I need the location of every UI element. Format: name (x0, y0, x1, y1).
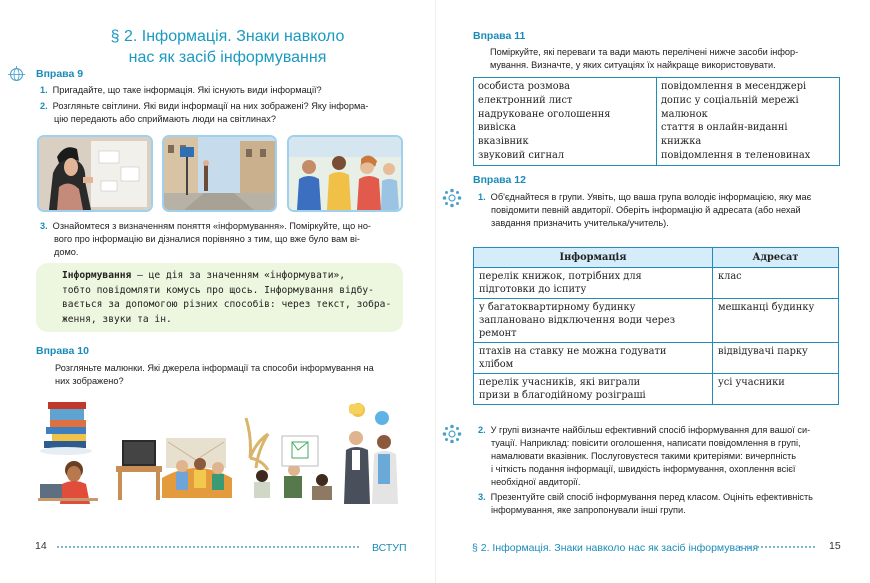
item-text: Пригадайте, що таке інформація. Які існують види інформації? (52, 85, 322, 95)
ex10-line: них зображено? (55, 376, 124, 386)
info-addressee-table (473, 247, 839, 405)
addressee-cell: усі учасники (713, 374, 839, 405)
running-section-title: § 2. Інформація. Знаки навколо нас як засіб інформування (472, 542, 759, 554)
addressee-cell: відвідувачі парку (713, 343, 839, 374)
addressee-cell: клас (713, 268, 839, 299)
header-info: Інформація (474, 248, 713, 268)
ex12-item-1 (478, 191, 811, 230)
item-text: Презентуйте свій спосіб інформування перед класом. Оцініть ефективність (490, 492, 813, 502)
cell-line: підготовки до іспиту (479, 284, 587, 295)
item-text-cont: завдання призначить учителька/учитель). (491, 218, 669, 228)
addressee-cell: мешканці будинку (713, 299, 839, 343)
means-left-column (474, 78, 657, 166)
photo-street-sign (162, 135, 277, 212)
page-number-left: 14 (35, 540, 47, 552)
cell-line: перелік книжок, потрібних для (479, 271, 642, 282)
definition-text: — це дія за значенням «інформувати», (131, 270, 346, 281)
item-number: 3. (40, 221, 48, 231)
illustration-information-sources (36, 398, 406, 506)
page-title (60, 26, 395, 68)
ex10-line: Розгляньте малюнки. Які джерела інформації та способи інформування на (55, 363, 374, 373)
table-row (474, 374, 839, 405)
item-text: Ознайомтеся з визначенням поняття «інформування». Поміркуйте, що но- (52, 221, 371, 231)
definition-box (36, 263, 403, 332)
item-number: 2. (40, 101, 48, 111)
definition-text: тобто повідомляти комусь про щось. Інформування відбу- (62, 284, 374, 296)
exercise-11-heading: Вправа 11 (473, 30, 526, 42)
means-item: повідомлення в теленовинах (661, 149, 811, 161)
cell-line: перелік учасників, які виграли (479, 377, 641, 388)
item-text-cont: і чіткість подання інформації, швидкість інформування, охоплення всієї (491, 464, 796, 474)
item-text: Об'єднайтеся в групи. Уявіть, що ваша група володіє інформацією, яку має (490, 192, 812, 202)
page-number-right: 15 (829, 540, 841, 552)
exercise-12-heading: Вправа 12 (473, 174, 526, 186)
item-text-cont: необхідної авдиторії. (491, 477, 581, 487)
footer-dots (57, 546, 359, 550)
ex9-item-3 (40, 220, 371, 259)
title-line-2: нас як засіб інформування (128, 49, 327, 66)
info-cell (474, 343, 713, 374)
ex9-item-1 (40, 84, 322, 97)
network-icon (442, 424, 462, 444)
books-stack (44, 402, 86, 448)
means-item: малюнок (661, 108, 708, 120)
header-addressee: Адресат (713, 248, 839, 268)
means-item: електронний лист (478, 94, 573, 106)
footer-dots (740, 546, 815, 550)
cell-line: птахів на ставку не можна годувати (479, 346, 667, 357)
cell-line: хлібом (479, 359, 514, 370)
cell-line: призи в благодійному розіграші (479, 390, 646, 401)
globe-icon (8, 66, 25, 83)
item-text: Розгляньте світлини. Які види інформації на них зображені? Яку інформа- (52, 101, 369, 111)
table-row (474, 343, 839, 374)
exercise-10-heading: Вправа 10 (36, 345, 89, 357)
means-item: повідомлення в месенджері (661, 81, 807, 92)
ex11-text (490, 46, 798, 72)
item-text-cont: цію передають або сприймають люди на світлинах? (54, 114, 276, 124)
ex10-text (55, 362, 374, 388)
item-text-cont: інформування, яке запропонували інші групи. (491, 505, 686, 515)
means-right-column (657, 78, 840, 166)
cell-line: заплановано відключення води через (479, 315, 676, 326)
exercise-9-heading: Вправа 9 (36, 68, 84, 80)
info-cell (474, 299, 713, 343)
ex11-line: Поміркуйте, які переваги та вади мають перелічені нижче засоби інфор- (490, 47, 799, 57)
photo-woman-reading-board (37, 135, 153, 212)
table-header-row (474, 248, 839, 268)
definition-text: вається за допомогою різних способів: через текст, зобра- (62, 299, 392, 310)
ex11-line: мування. Визначте, у яких ситуаціях їх найкраще використовувати. (490, 60, 776, 70)
item-text-cont: намалювати вказівник. Послуговуєтеся такими критеріями: вичерпність (491, 451, 797, 461)
ex9-item-2 (40, 100, 368, 126)
ex12-item-2 (478, 424, 810, 489)
means-item: особиста розмова (478, 81, 570, 92)
means-item: вказівник (478, 136, 529, 148)
definition-term: Інформування (62, 270, 132, 281)
item-text-cont: туації. Наприклад: повісити оголошення, написати повідомлення в групі, (491, 438, 801, 448)
photo-friends-talking (287, 135, 403, 212)
ex12-item-3 (478, 491, 813, 517)
info-cell (474, 374, 713, 405)
section-label: ВСТУП (372, 542, 407, 554)
table-row (474, 268, 839, 299)
means-of-information-table (473, 77, 840, 166)
item-number: 3. (478, 492, 486, 502)
item-text-cont: повідомити певній авдиторії. Оберіть інформацію й адресата (або нехай (491, 205, 801, 215)
definition-text: ження, звуки та ін. (62, 313, 172, 325)
means-item: надруковане оголошення (478, 108, 611, 120)
means-item: вивіска (478, 122, 517, 134)
info-cell (474, 268, 713, 299)
means-item: звуковий сигнал (478, 149, 565, 161)
item-text-cont: вого про інформацію ви дізналися порівняно з тим, що вже було вам ві- (54, 234, 360, 244)
network-icon (442, 188, 462, 208)
means-item: стаття в онлайн-виданні (661, 122, 788, 134)
cell-line: у багатоквартирному будинку (479, 302, 636, 313)
means-item: книжка (661, 136, 702, 148)
means-item: допис у соціальній мережі (661, 94, 799, 106)
item-number: 1. (40, 85, 48, 95)
item-number: 2. (478, 425, 486, 435)
item-number: 1. (478, 192, 486, 202)
item-text: У групі визначте найбільш ефективний спосіб інформування для вашої си- (490, 425, 811, 435)
table-row (474, 299, 839, 343)
item-text-cont: домо. (54, 247, 79, 257)
title-line-1: § 2. Інформація. Знаки навколо (110, 28, 345, 45)
cell-line: ремонт (479, 328, 517, 339)
